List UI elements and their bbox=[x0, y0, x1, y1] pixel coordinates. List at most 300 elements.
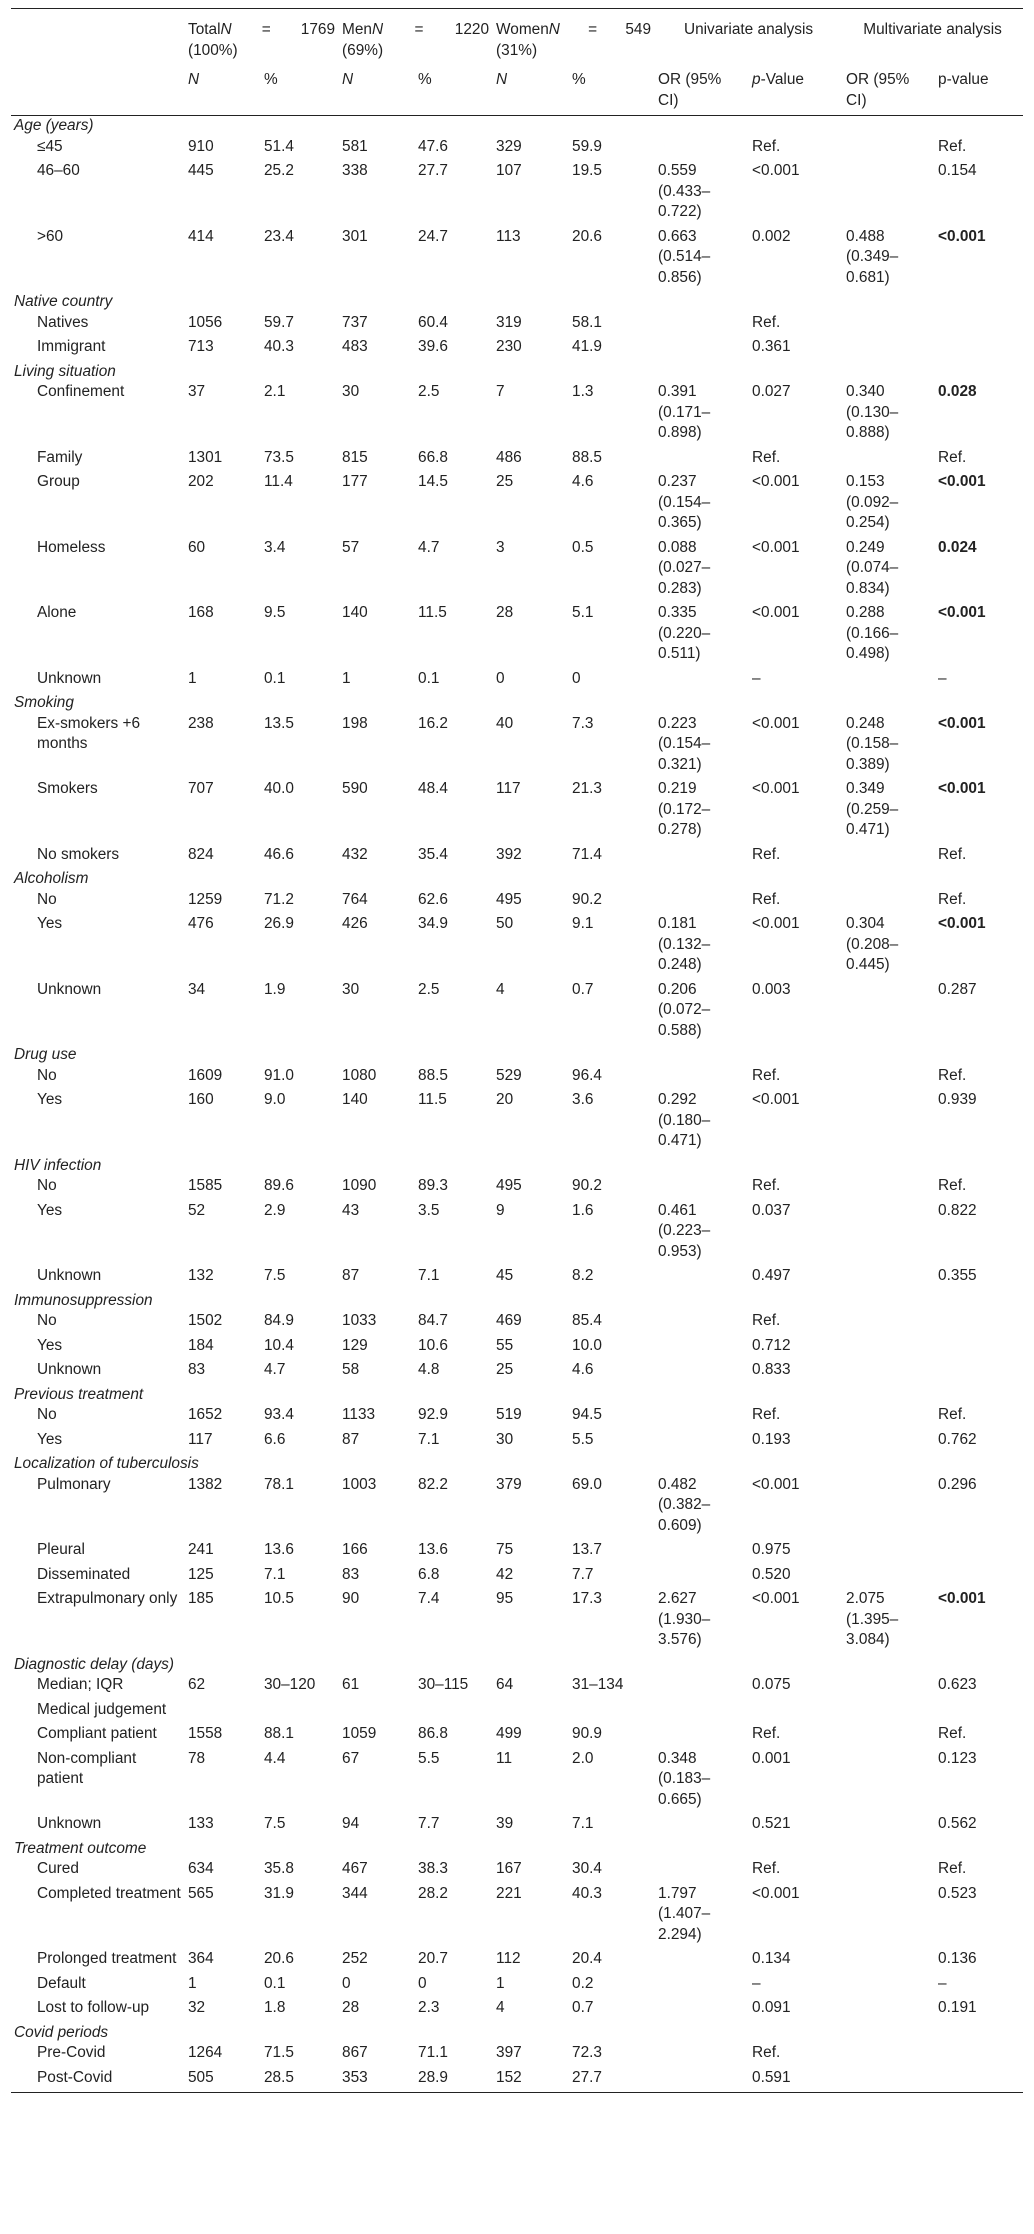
row-label: Compliant patient bbox=[37, 1725, 157, 1742]
cell: 28.9 bbox=[415, 2068, 493, 2093]
cell: 11.4 bbox=[264, 473, 293, 490]
cell: 6.8 bbox=[418, 1565, 440, 1583]
cell: 0.028 bbox=[938, 383, 977, 400]
cell bbox=[843, 1884, 935, 1950]
section-header bbox=[11, 1385, 1023, 1406]
cell: Ref. bbox=[752, 448, 781, 466]
table-row bbox=[11, 1998, 1023, 2023]
cell bbox=[935, 2068, 1023, 2093]
row-label: 46–60 bbox=[37, 162, 80, 179]
cell: 2.5 bbox=[418, 383, 440, 400]
table-row bbox=[11, 1589, 1023, 1655]
cell: 64 bbox=[496, 1676, 514, 1693]
cell: 41.9 bbox=[572, 338, 602, 355]
cell: 0.391 (0.171–0.898) bbox=[658, 383, 711, 441]
cell: 8.2 bbox=[572, 1267, 594, 1284]
cell: 7.5 bbox=[264, 1267, 286, 1284]
cell: 24.7 bbox=[418, 227, 448, 245]
table-row bbox=[11, 1090, 1023, 1156]
cell: 73.5 bbox=[264, 448, 294, 466]
cell: 4.8 bbox=[418, 1361, 440, 1378]
cell: 140 bbox=[342, 1091, 368, 1108]
cell: 344 bbox=[342, 1884, 368, 1902]
cell bbox=[655, 1974, 749, 1999]
cell bbox=[843, 669, 935, 694]
cell: 4.4 bbox=[264, 1749, 286, 1767]
cell: 11.5 bbox=[418, 604, 447, 621]
cell: 1080 bbox=[342, 1066, 377, 1084]
cell bbox=[843, 1724, 935, 1749]
cell: 25 bbox=[496, 473, 514, 490]
row-label: Prolonged treatment bbox=[37, 1950, 177, 1967]
row-label: ≤45 bbox=[37, 137, 63, 155]
header-row-groups bbox=[11, 9, 1023, 63]
cell: 96.4 bbox=[572, 1066, 602, 1084]
cell bbox=[843, 1700, 935, 1725]
cell: 815 bbox=[342, 448, 368, 466]
row-label: No bbox=[37, 1406, 57, 1423]
row-label: Median; IQR bbox=[37, 1676, 124, 1693]
cell: – bbox=[752, 669, 761, 687]
cell: 238 bbox=[188, 714, 214, 732]
cell: 40.3 bbox=[572, 1884, 602, 1902]
table-row bbox=[11, 313, 1023, 338]
cell: 737 bbox=[342, 313, 368, 331]
cell bbox=[843, 313, 935, 338]
row-label: Pulmonary bbox=[37, 1475, 111, 1493]
cell: 467 bbox=[342, 1860, 368, 1877]
section-title: HIV infection bbox=[14, 1156, 102, 1174]
cell: 0.663 (0.514–0.856) bbox=[658, 227, 711, 286]
cell: 0.2 bbox=[572, 1974, 594, 1992]
cell: 329 bbox=[496, 137, 522, 155]
cell: 90 bbox=[342, 1590, 360, 1607]
row-label: Unknown bbox=[37, 1267, 102, 1284]
cell: 25 bbox=[496, 1361, 514, 1378]
row-label: Yes bbox=[37, 1430, 63, 1448]
cell: 0.361 bbox=[752, 338, 791, 355]
cell: 499 bbox=[496, 1725, 522, 1742]
cell: Ref. bbox=[752, 845, 781, 863]
cell: 0.191 bbox=[938, 1999, 977, 2016]
cell: 910 bbox=[188, 137, 214, 155]
cell: 168 bbox=[188, 604, 214, 621]
cell: 7 bbox=[496, 383, 505, 400]
cell bbox=[843, 161, 935, 227]
section-header bbox=[11, 1655, 1023, 1676]
cell: 0.939 bbox=[938, 1091, 977, 1108]
cell bbox=[843, 1266, 935, 1291]
cell: 4.7 bbox=[418, 538, 440, 556]
sub-n-women: N bbox=[493, 62, 569, 116]
cell: 125 bbox=[188, 1565, 214, 1583]
cell: 0.520 bbox=[752, 1565, 791, 1583]
cell: 20.6 bbox=[264, 1950, 294, 1967]
cell: 319 bbox=[496, 313, 522, 331]
section-title: Diagnostic delay (days) bbox=[14, 1655, 174, 1673]
cell bbox=[339, 1700, 415, 1725]
cell bbox=[655, 2068, 749, 2093]
cell: 1.8 bbox=[264, 1999, 286, 2016]
cell: 113 bbox=[496, 227, 521, 245]
cell: Ref. bbox=[752, 137, 781, 155]
cell: 13.6 bbox=[264, 1541, 294, 1558]
cell: 61 bbox=[342, 1676, 360, 1693]
table-row bbox=[11, 669, 1023, 694]
cell: 21.3 bbox=[572, 780, 602, 797]
cell: 83 bbox=[342, 1565, 360, 1583]
cell: 95 bbox=[496, 1590, 514, 1607]
cell: 0.123 bbox=[938, 1749, 977, 1767]
row-label: Yes bbox=[37, 1201, 63, 1219]
cell: 185 bbox=[188, 1590, 214, 1607]
cell bbox=[843, 1336, 935, 1361]
cell: 78.1 bbox=[264, 1475, 294, 1493]
cell: 3.6 bbox=[572, 1091, 594, 1108]
cell: 7.3 bbox=[572, 714, 594, 732]
table-row bbox=[11, 1675, 1023, 1700]
table-row bbox=[11, 845, 1023, 870]
section-title: Drug use bbox=[14, 1046, 77, 1063]
cell: 7.1 bbox=[418, 1430, 440, 1448]
cell: <0.001 bbox=[938, 604, 986, 621]
cell: 13.6 bbox=[418, 1541, 448, 1558]
cell bbox=[655, 845, 749, 870]
cell: 167 bbox=[496, 1860, 522, 1877]
cell: 0.037 bbox=[752, 1201, 791, 1219]
cell bbox=[935, 1540, 1023, 1565]
cell: 486 bbox=[496, 448, 522, 466]
cell: <0.001 bbox=[938, 915, 986, 932]
cell: <0.001 bbox=[752, 915, 800, 932]
cell bbox=[843, 448, 935, 473]
table-row bbox=[11, 1884, 1023, 1950]
cell: 1 bbox=[342, 669, 351, 687]
cell: 83 bbox=[188, 1361, 206, 1378]
cell: 13.7 bbox=[572, 1541, 602, 1558]
cell: 1558 bbox=[188, 1725, 223, 1742]
row-label: No bbox=[37, 1312, 57, 1329]
cell bbox=[843, 845, 935, 870]
cell bbox=[415, 1700, 493, 1725]
cell: 11 bbox=[496, 1749, 513, 1767]
cell bbox=[655, 1066, 749, 1091]
cell: 581 bbox=[342, 137, 368, 155]
cell: 241 bbox=[188, 1541, 214, 1558]
cell: 72.3 bbox=[572, 2044, 602, 2061]
cell: 0.335 (0.220–0.511) bbox=[658, 604, 711, 662]
cell bbox=[843, 1974, 935, 1999]
cell: 0.292 (0.180–0.471) bbox=[658, 1091, 711, 1149]
cell: 84.7 bbox=[418, 1312, 448, 1329]
cell: 5.1 bbox=[572, 604, 594, 621]
cell: 1133 bbox=[342, 1406, 376, 1423]
cell: Ref. bbox=[938, 137, 967, 155]
cell: 0.288 (0.166–0.498) bbox=[846, 604, 899, 662]
cell: 2.3 bbox=[418, 1999, 440, 2016]
cell: 45 bbox=[496, 1267, 514, 1284]
sub-pct-women: % bbox=[569, 62, 655, 116]
row-label: Natives bbox=[37, 313, 89, 331]
cell bbox=[843, 1090, 935, 1156]
cell bbox=[655, 890, 749, 915]
cell bbox=[655, 1565, 749, 1590]
cell: 0.134 bbox=[752, 1950, 791, 1967]
cell: <0.001 bbox=[938, 714, 986, 732]
cell bbox=[843, 1859, 935, 1884]
cell bbox=[655, 1724, 749, 1749]
cell: 0.248 (0.158–0.389) bbox=[846, 714, 899, 773]
cell: 67 bbox=[342, 1749, 360, 1767]
cell: <0.001 bbox=[752, 780, 800, 797]
cell bbox=[935, 313, 1023, 338]
cell bbox=[843, 1814, 935, 1839]
cell: 69.0 bbox=[572, 1475, 602, 1493]
cell bbox=[843, 1540, 935, 1565]
section-title: Immunosuppression bbox=[14, 1291, 153, 1309]
cell: 0.497 bbox=[752, 1267, 791, 1284]
cell bbox=[843, 1430, 935, 1455]
cell: 432 bbox=[342, 845, 368, 863]
cell bbox=[843, 337, 935, 362]
cell: 3.5 bbox=[418, 1201, 440, 1219]
cell: 20 bbox=[496, 1091, 514, 1108]
table-row bbox=[11, 1974, 1023, 1999]
cell: 92.9 bbox=[418, 1406, 448, 1423]
cell: 4 bbox=[496, 980, 505, 998]
cell: 338 bbox=[342, 162, 368, 179]
cell: 713 bbox=[188, 338, 214, 355]
sub-pct-men: % bbox=[415, 62, 493, 116]
row-label: Default bbox=[37, 1974, 86, 1992]
cell bbox=[655, 1540, 749, 1565]
cell: Ref. bbox=[752, 890, 781, 908]
table-row bbox=[11, 1724, 1023, 1749]
cell: 40.0 bbox=[264, 780, 294, 797]
section-title: Native country bbox=[14, 293, 113, 310]
table-row bbox=[11, 1311, 1023, 1336]
cell: <0.001 bbox=[752, 1475, 800, 1493]
header-row-sub bbox=[11, 62, 1023, 116]
cell: 3.4 bbox=[264, 538, 286, 556]
section-header bbox=[11, 1839, 1023, 1860]
cell: 1.797 (1.407–2.294) bbox=[658, 1884, 711, 1943]
table-row bbox=[11, 1405, 1023, 1430]
cell: Ref. bbox=[938, 845, 967, 863]
cell: Ref. bbox=[938, 1725, 967, 1742]
cell: 90.2 bbox=[572, 1177, 602, 1194]
cell: 0.348 (0.183–0.665) bbox=[658, 1749, 711, 1808]
cell: 7.1 bbox=[572, 1815, 594, 1832]
cell: 91.0 bbox=[264, 1066, 294, 1084]
cell bbox=[655, 337, 749, 362]
table-body bbox=[11, 116, 1023, 2093]
table-row bbox=[11, 890, 1023, 915]
cell: – bbox=[752, 1974, 761, 1992]
cell: 152 bbox=[493, 2068, 569, 2093]
cell: 0.488 (0.349–0.681) bbox=[846, 227, 899, 286]
cell bbox=[569, 1700, 655, 1725]
cell: 392 bbox=[496, 845, 522, 863]
cell bbox=[655, 1859, 749, 1884]
row-label: Confinement bbox=[37, 383, 125, 400]
cell: <0.001 bbox=[752, 1884, 800, 1902]
cell bbox=[843, 1360, 935, 1385]
cell: 0.349 (0.259–0.471) bbox=[846, 780, 899, 838]
table-row bbox=[11, 1749, 1023, 1815]
cell: 166 bbox=[342, 1541, 368, 1558]
cell: 0.001 bbox=[752, 1749, 791, 1767]
cell: 23.4 bbox=[264, 227, 294, 245]
cell: 30–120 bbox=[264, 1676, 316, 1693]
cell: 2.1 bbox=[264, 383, 286, 400]
cell: 3 bbox=[496, 538, 505, 556]
table-row bbox=[11, 472, 1023, 538]
cell: 0.181 (0.132–0.248) bbox=[658, 915, 711, 973]
cell bbox=[843, 2068, 935, 2093]
cell: 27.7 bbox=[418, 162, 448, 179]
cell: 43 bbox=[342, 1201, 360, 1219]
cell: 60.4 bbox=[418, 313, 448, 331]
cell: Ref. bbox=[938, 448, 967, 466]
cell: – bbox=[938, 669, 947, 687]
row-label: Ex-smokers +6 months bbox=[37, 714, 141, 752]
cell: 0.249 (0.074–0.834) bbox=[846, 538, 899, 597]
cell bbox=[655, 1700, 749, 1725]
cell: 28.5 bbox=[261, 2068, 339, 2093]
cell: 34 bbox=[188, 980, 206, 998]
cell: 495 bbox=[496, 1177, 522, 1194]
cell bbox=[843, 890, 935, 915]
cell: 0.296 bbox=[938, 1475, 977, 1493]
cell: <0.001 bbox=[752, 714, 800, 732]
cell: 13.5 bbox=[264, 714, 294, 732]
cell bbox=[935, 1311, 1023, 1336]
table-row bbox=[11, 1430, 1023, 1455]
cell: 75 bbox=[496, 1541, 514, 1558]
table-row bbox=[11, 1814, 1023, 1839]
cell: 90.2 bbox=[572, 890, 602, 908]
cell bbox=[843, 1475, 935, 1541]
cell: 426 bbox=[342, 915, 368, 932]
section-header bbox=[11, 1156, 1023, 1177]
cell bbox=[843, 137, 935, 162]
cell: 1033 bbox=[342, 1312, 377, 1329]
cell: 4.6 bbox=[572, 473, 594, 490]
cell bbox=[655, 448, 749, 473]
row-label: Immigrant bbox=[37, 338, 106, 355]
cell: 867 bbox=[342, 2044, 368, 2061]
cell: Ref. bbox=[752, 1177, 781, 1194]
cell: 5.5 bbox=[418, 1749, 440, 1767]
cell: 1 bbox=[496, 1974, 505, 1992]
cell bbox=[655, 669, 749, 694]
cell: 20.4 bbox=[572, 1950, 602, 1967]
table-row bbox=[11, 1700, 1023, 1725]
row-label: Family bbox=[37, 448, 83, 466]
cell: 0.075 bbox=[752, 1676, 791, 1693]
cell: 40 bbox=[496, 714, 514, 732]
cell: 11.5 bbox=[418, 1091, 447, 1108]
cell: 66.8 bbox=[418, 448, 448, 466]
sub-n-men: N bbox=[339, 62, 415, 116]
cell: 129 bbox=[342, 1336, 368, 1354]
cell: 529 bbox=[496, 1066, 522, 1084]
cell: 62.6 bbox=[418, 890, 448, 908]
cell: 2.5 bbox=[418, 980, 440, 998]
cell: 1090 bbox=[342, 1177, 377, 1194]
cell bbox=[261, 1700, 339, 1725]
cell: 252 bbox=[342, 1950, 368, 1967]
cell: 28 bbox=[496, 604, 514, 621]
row-label: Lost to follow-up bbox=[37, 1999, 150, 2016]
cell: 31.9 bbox=[264, 1884, 294, 1902]
cell: 0.822 bbox=[938, 1201, 977, 1219]
cell: 0.088 (0.027–0.283) bbox=[658, 538, 711, 597]
cell bbox=[843, 1675, 935, 1700]
cell: 28.2 bbox=[418, 1884, 448, 1902]
cell: <0.001 bbox=[938, 473, 986, 490]
cell: 40.3 bbox=[264, 338, 294, 355]
cell: 9.5 bbox=[264, 604, 286, 621]
cell: 82.2 bbox=[418, 1475, 448, 1493]
table-row bbox=[11, 1475, 1023, 1541]
cell: 565 bbox=[188, 1884, 214, 1902]
cell bbox=[843, 1998, 935, 2023]
cell: 0.340 (0.130–0.888) bbox=[846, 383, 899, 441]
cell: 9.0 bbox=[264, 1091, 286, 1108]
row-label: Disseminated bbox=[37, 1565, 131, 1583]
cell: 39.6 bbox=[418, 338, 448, 355]
cell: 62 bbox=[188, 1676, 206, 1693]
cell: 48.4 bbox=[418, 780, 448, 797]
cell: 20.6 bbox=[572, 227, 602, 245]
cell: 28 bbox=[342, 1999, 360, 2016]
row-label: Group bbox=[37, 473, 80, 490]
cell: 1382 bbox=[188, 1475, 223, 1493]
cell: 71.1 bbox=[418, 2044, 448, 2061]
cell: 0.523 bbox=[938, 1884, 977, 1902]
cell: 7.1 bbox=[264, 1565, 286, 1583]
cell bbox=[935, 1360, 1023, 1385]
cell: 1 bbox=[188, 669, 197, 687]
cell: Ref. bbox=[752, 313, 781, 331]
cell: 133 bbox=[188, 1815, 214, 1832]
cell: 0.559 (0.433–0.722) bbox=[658, 162, 711, 220]
cell: 132 bbox=[188, 1267, 214, 1284]
cell: 1609 bbox=[188, 1066, 223, 1084]
cell: 16.2 bbox=[418, 714, 448, 732]
cell: 7.7 bbox=[418, 1815, 440, 1832]
cell: 71.4 bbox=[572, 845, 602, 863]
cell: 0 bbox=[572, 669, 581, 687]
table-row bbox=[11, 382, 1023, 448]
cell bbox=[843, 1311, 935, 1336]
cell: 4 bbox=[496, 1999, 505, 2016]
row-label: Unknown bbox=[37, 669, 102, 687]
cell: 0.975 bbox=[752, 1541, 791, 1558]
cell: 4.7 bbox=[264, 1361, 286, 1378]
cell: 1259 bbox=[188, 890, 223, 908]
cell: 1056 bbox=[188, 313, 223, 331]
cell: 38.3 bbox=[418, 1860, 448, 1877]
cell: 0.024 bbox=[938, 538, 977, 556]
cell: 0.833 bbox=[752, 1361, 791, 1378]
cell: 0.223 (0.154–0.321) bbox=[658, 714, 711, 773]
table-row bbox=[11, 161, 1023, 227]
cell: 221 bbox=[496, 1884, 522, 1902]
cell: <0.001 bbox=[938, 227, 986, 245]
